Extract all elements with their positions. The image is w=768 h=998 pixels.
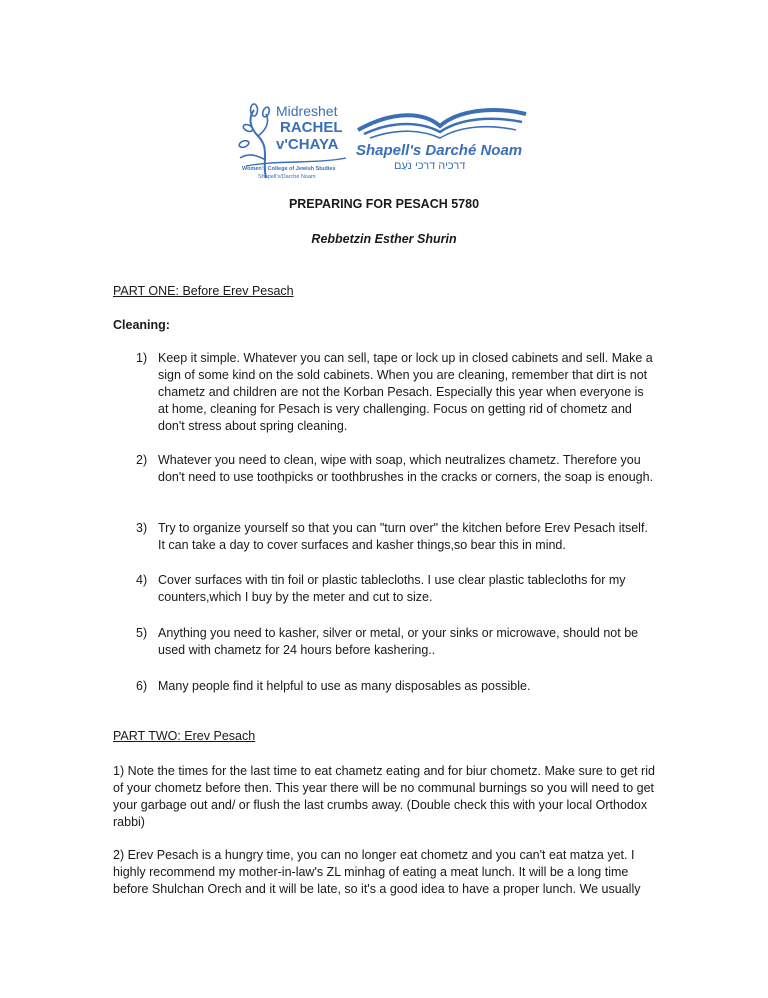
list-item-text: Try to organize yourself so that you can "turn over" the kitchen before Erev Pesach itself. It can take a day to cover surfaces and kasher things,so bear this in mind. <box>158 521 648 552</box>
list-item-number: 6) <box>136 679 148 693</box>
midreshet-line1: Midreshet <box>276 103 338 119</box>
part-one-heading: PART ONE: Before Erev Pesach <box>113 284 294 298</box>
midreshet-line3: v'CHAYA <box>276 136 339 153</box>
darche-noam-name: Shapell's Darché Noam <box>356 142 523 159</box>
document-author: Rebbetzin Esther Shurin <box>311 232 457 246</box>
darche-noam-hebrew: דרכיה דרכי נֹעַם <box>394 160 466 172</box>
list-item-number: 5) <box>136 626 148 640</box>
paragraph: 1) Note the times for the last time to eat chametz eating and for biur chometz. Make sure to get rid of your chometz before then. This year there will be no communal burnings so you will need to get your garbage out and/ or flush the last crumbs away. (Double check this with your local Orthodox rabbi) <box>113 764 655 829</box>
darche-noam-logo <box>354 104 529 174</box>
list-item-text: Keep it simple. Whatever you can sell, tape or lock up in closed cabinets and sell. Make a sign of some kind on the sold cabinets. When you are cleaning, remember that dirt is not chametz and children are not the Korban Pesach. Especially this year when everyone is at home, cleaning for Pesach is very challenging. Focus on getting rid of chometz and don't stress about spring cleaning. <box>158 351 653 433</box>
list-item-text: Whatever you need to clean, wipe with soap, which neutralizes chametz. Therefore you don't need to use toothpicks or toothbrushes in the cracks or corners, the soap is enough. <box>158 453 654 484</box>
list-item <box>136 452 656 486</box>
list-item-number: 1) <box>136 351 148 365</box>
paragraph: 2) Erev Pesach is a hungry time, you can no longer eat chometz and you can't eat matza yet. I highly recommend my mother-in-law's ZL minhag of eating a meat lunch. It will be a long time before Shulchan Orech and it will be late, so it's a good idea to have a proper lunch. We usually <box>113 848 641 896</box>
document-title: PREPARING FOR PESACH 5780 <box>288 197 480 211</box>
open-book-icon <box>354 104 529 144</box>
list-item <box>136 572 656 606</box>
list-item-text: Cover surfaces with tin foil or plastic tablecloths. I use clear plastic tablecloths for my counters,which I buy by the meter and cut to size. <box>158 573 626 604</box>
list-item <box>136 350 656 435</box>
midreshet-line2: RACHEL <box>280 119 343 136</box>
cleaning-subheading: Cleaning: <box>113 318 170 332</box>
list-item-number: 2) <box>136 453 148 467</box>
list-item-number: 4) <box>136 573 148 587</box>
midreshet-sub2: Shapell's/Darché Noam <box>258 174 316 180</box>
header-logos <box>236 100 526 190</box>
list-item <box>136 520 656 554</box>
midreshet-sub1: Women's College of Jewish Studies <box>242 166 336 172</box>
list-item-text: Anything you need to kasher, silver or metal, or your sinks or microwave, should not be used with chametz for 24 hours before kashering.. <box>158 626 639 657</box>
midreshet-logo <box>236 100 351 186</box>
part-two-heading: PART TWO: Erev Pesach <box>113 729 256 743</box>
list-item-number: 3) <box>136 521 148 535</box>
list-item <box>136 678 656 695</box>
list-item <box>136 625 656 659</box>
list-item-text: Many people find it helpful to use as many disposables as possible. <box>158 679 531 693</box>
